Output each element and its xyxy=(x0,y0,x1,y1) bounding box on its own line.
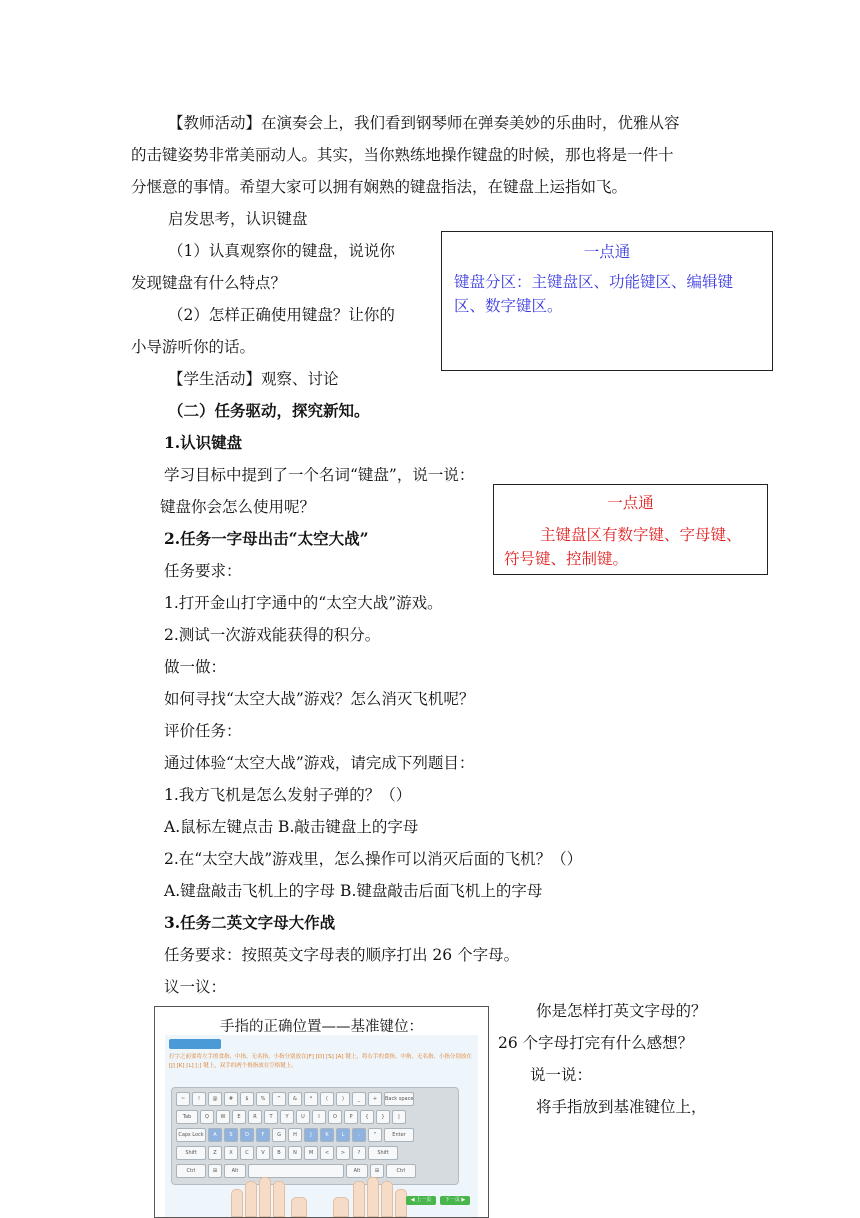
tip-box-body xyxy=(454,270,733,318)
paragraph-line: 分惬意的事情。希望大家可以拥有娴熟的键盘指法，在键盘上运指如飞。 xyxy=(131,178,628,196)
keyboard-key: Q xyxy=(200,1110,214,1124)
paragraph-line: 说一说： xyxy=(530,1066,593,1084)
keyboard-key: @ xyxy=(208,1092,222,1106)
keyboard-key: ^ xyxy=(272,1092,286,1106)
keyboard-key: ( xyxy=(320,1092,334,1106)
prev-page-button: ◀ 上一页 xyxy=(406,1196,436,1205)
paragraph-line: 的击键姿势非常美丽动人。其实，当你熟练地操作键盘的时候，那也将是一件十 xyxy=(131,146,674,164)
subsection-heading: 2.任务一字母出击“太空大战” xyxy=(164,529,369,548)
keyboard-key: V xyxy=(256,1146,270,1160)
keyboard-key: Shift xyxy=(368,1146,398,1160)
keyboard-key: T xyxy=(264,1110,278,1124)
paragraph-line: 评价任务： xyxy=(164,722,242,740)
right-hand xyxy=(323,1175,415,1217)
keyboard-key: % xyxy=(256,1092,270,1106)
keyboard-key: Ctrl xyxy=(386,1164,416,1178)
tip-box-keyboard-zones xyxy=(441,231,773,371)
question-line: 2.在“太空大战”游戏里，怎么操作可以消灭后面的飞机？（） xyxy=(164,850,583,868)
screenshot-header-bar xyxy=(169,1039,221,1049)
keyboard-key: X xyxy=(224,1146,238,1160)
paragraph-line: 启发思考，认识键盘 xyxy=(168,210,308,228)
tip-box-main-keyboard xyxy=(493,484,768,575)
keyboard-key: W xyxy=(216,1110,230,1124)
tip-box-title: 一点通 xyxy=(583,243,631,261)
tip-box-line: 符号键、控制键。 xyxy=(504,550,629,568)
keyboard-key: S xyxy=(224,1128,238,1142)
keyboard-key: G xyxy=(272,1128,286,1142)
paragraph-line: 小导游听你的话。 xyxy=(131,338,256,356)
keyboard-key: N xyxy=(288,1146,302,1160)
keyboard-key: Back space xyxy=(384,1092,414,1106)
subsection-heading: 1.认识键盘 xyxy=(164,433,243,452)
keyboard-key: R xyxy=(248,1110,262,1124)
keyboard-key: H xyxy=(288,1128,302,1142)
keyboard-key: J xyxy=(304,1128,318,1142)
paragraph-line: 做一做： xyxy=(164,658,227,676)
keyboard-key: ) xyxy=(336,1092,350,1106)
keyboard-key: E xyxy=(232,1110,246,1124)
keyboard-key: M xyxy=(304,1146,318,1160)
keyboard-row xyxy=(176,1092,414,1106)
keyboard-key: Caps Lock xyxy=(176,1128,206,1142)
hands-illustration xyxy=(213,1175,423,1217)
keyboard-image xyxy=(171,1087,459,1185)
tip-box-line: 区、数字键区。 xyxy=(454,297,563,315)
screenshot-nav-buttons xyxy=(406,1196,470,1205)
keyboard-key: + xyxy=(368,1092,382,1106)
keyboard-row xyxy=(176,1110,406,1124)
next-page-button: 下一页 ▶ xyxy=(440,1196,470,1205)
keyboard-key: P xyxy=(344,1110,358,1124)
figure-caption: 手指的正确位置——基准键位： xyxy=(220,1019,423,1035)
keyboard-key: Z xyxy=(208,1146,222,1160)
answer-options: A.键盘敲击飞机上的字母 B.键盘敲击后面飞机上的字母 xyxy=(164,882,543,900)
paragraph-line: 你是怎样打英文字母的？ xyxy=(536,1002,707,1020)
keyboard-key: F xyxy=(256,1128,270,1142)
paragraph-line: （2）怎样正确使用键盘？让你的 xyxy=(168,306,395,324)
paragraph-line: 任务要求：按照英文字母表的顺序打出 26 个字母。 xyxy=(164,946,520,964)
keyboard-key: U xyxy=(296,1110,310,1124)
paragraph-line: 26 个字母打完有什么感想？ xyxy=(498,1034,694,1052)
keyboard-key: ? xyxy=(352,1146,366,1160)
keyboard-key: K xyxy=(320,1128,334,1142)
keyboard-key: * xyxy=(304,1092,318,1106)
keyboard-key: < xyxy=(320,1146,334,1160)
keyboard-key: & xyxy=(288,1092,302,1106)
paragraph-line: 议一议： xyxy=(164,978,227,996)
keyboard-key: $ xyxy=(240,1092,254,1106)
keyboard-key: Alt xyxy=(224,1164,246,1178)
keyboard-key: Y xyxy=(280,1110,294,1124)
keyboard-key: ~ xyxy=(176,1092,190,1106)
paragraph-line: 通过体验“太空大战”游戏，请完成下列题目： xyxy=(164,754,475,772)
paragraph-line: 任务要求： xyxy=(164,562,242,580)
keyboard-key: Ctrl xyxy=(176,1164,206,1178)
keyboard-key: Enter xyxy=(384,1128,414,1142)
paragraph-line: 学习目标中提到了一个名词“键盘”，说一说： xyxy=(164,466,475,484)
paragraph-line: 如何寻找“太空大战”游戏？怎么消灭飞机呢？ xyxy=(164,690,475,708)
keyboard-key: L xyxy=(336,1128,350,1142)
keyboard-key: Shift xyxy=(176,1146,206,1160)
tip-box-line: 键盘分区：主键盘区、功能键区、编辑键 xyxy=(454,273,734,291)
keyboard-key: O xyxy=(328,1110,342,1124)
keyboard-row xyxy=(176,1128,414,1142)
paragraph-line: （1）认真观察你的键盘，说说你 xyxy=(168,242,395,260)
tip-box-line: 主键盘区有数字键、字母键、 xyxy=(540,526,742,544)
keyboard-key: } xyxy=(376,1110,390,1124)
keyboard-key: { xyxy=(360,1110,374,1124)
keyboard-key: ⊞ xyxy=(208,1164,222,1178)
paragraph-line: 【教师活动】在演奏会上，我们看到钢琴师在弹奏美妙的乐曲时，优雅从容 xyxy=(168,114,680,132)
paragraph-line: 发现键盘有什么特点？ xyxy=(131,274,287,292)
paragraph-line: 将手指放到基准键位上， xyxy=(536,1098,707,1116)
keyboard-key: : xyxy=(352,1128,366,1142)
left-hand xyxy=(223,1175,315,1217)
keyboard-key: Tab xyxy=(176,1110,198,1124)
keyboard-figure xyxy=(154,1006,489,1218)
keyboard-key: Alt xyxy=(346,1164,368,1178)
paragraph-line: 1.打开金山打字通中的“太空大战”游戏。 xyxy=(164,594,443,612)
keyboard-key: | xyxy=(392,1110,406,1124)
section-heading: （二）任务驱动，探究新知。 xyxy=(168,401,370,420)
keyboard-screenshot xyxy=(165,1035,478,1217)
keyboard-key: B xyxy=(272,1146,286,1160)
keyboard-key: ⊞ xyxy=(370,1164,384,1178)
keyboard-key: ! xyxy=(192,1092,206,1106)
keyboard-key: A xyxy=(208,1128,222,1142)
tip-box-body xyxy=(504,523,742,571)
paragraph-line: 【学生活动】观察、讨论 xyxy=(168,370,339,388)
paragraph-line: 2.测试一次游戏能获得的积分。 xyxy=(164,626,381,644)
keyboard-key: > xyxy=(336,1146,350,1160)
question-line: 1.我方飞机是怎么发射子弹的？（） xyxy=(164,786,412,804)
keyboard-row xyxy=(176,1146,398,1160)
keyboard-key: D xyxy=(240,1128,254,1142)
keyboard-key: _ xyxy=(352,1092,366,1106)
answer-options: A.鼠标左键点击 B.敲击键盘上的字母 xyxy=(164,818,419,836)
keyboard-key: C xyxy=(240,1146,254,1160)
subsection-heading: 3.任务二英文字母大作战 xyxy=(164,913,336,932)
keyboard-key: " xyxy=(368,1128,382,1142)
keyboard-key: I xyxy=(312,1110,326,1124)
tip-box-title: 一点通 xyxy=(607,494,654,512)
screenshot-instruction: 打字之前要将左手的食指、中指、无名指、小指分别放在[F] [D] [S] [A] 键上，将右手的食指、中指、无名指、小指分别放在[J] [K] [L] [;] 键上，双手的两个拇指放在空格键上。 xyxy=(169,1054,472,1069)
paragraph-line: 键盘你会怎么使用呢？ xyxy=(160,498,316,516)
keyboard-key: # xyxy=(224,1092,238,1106)
